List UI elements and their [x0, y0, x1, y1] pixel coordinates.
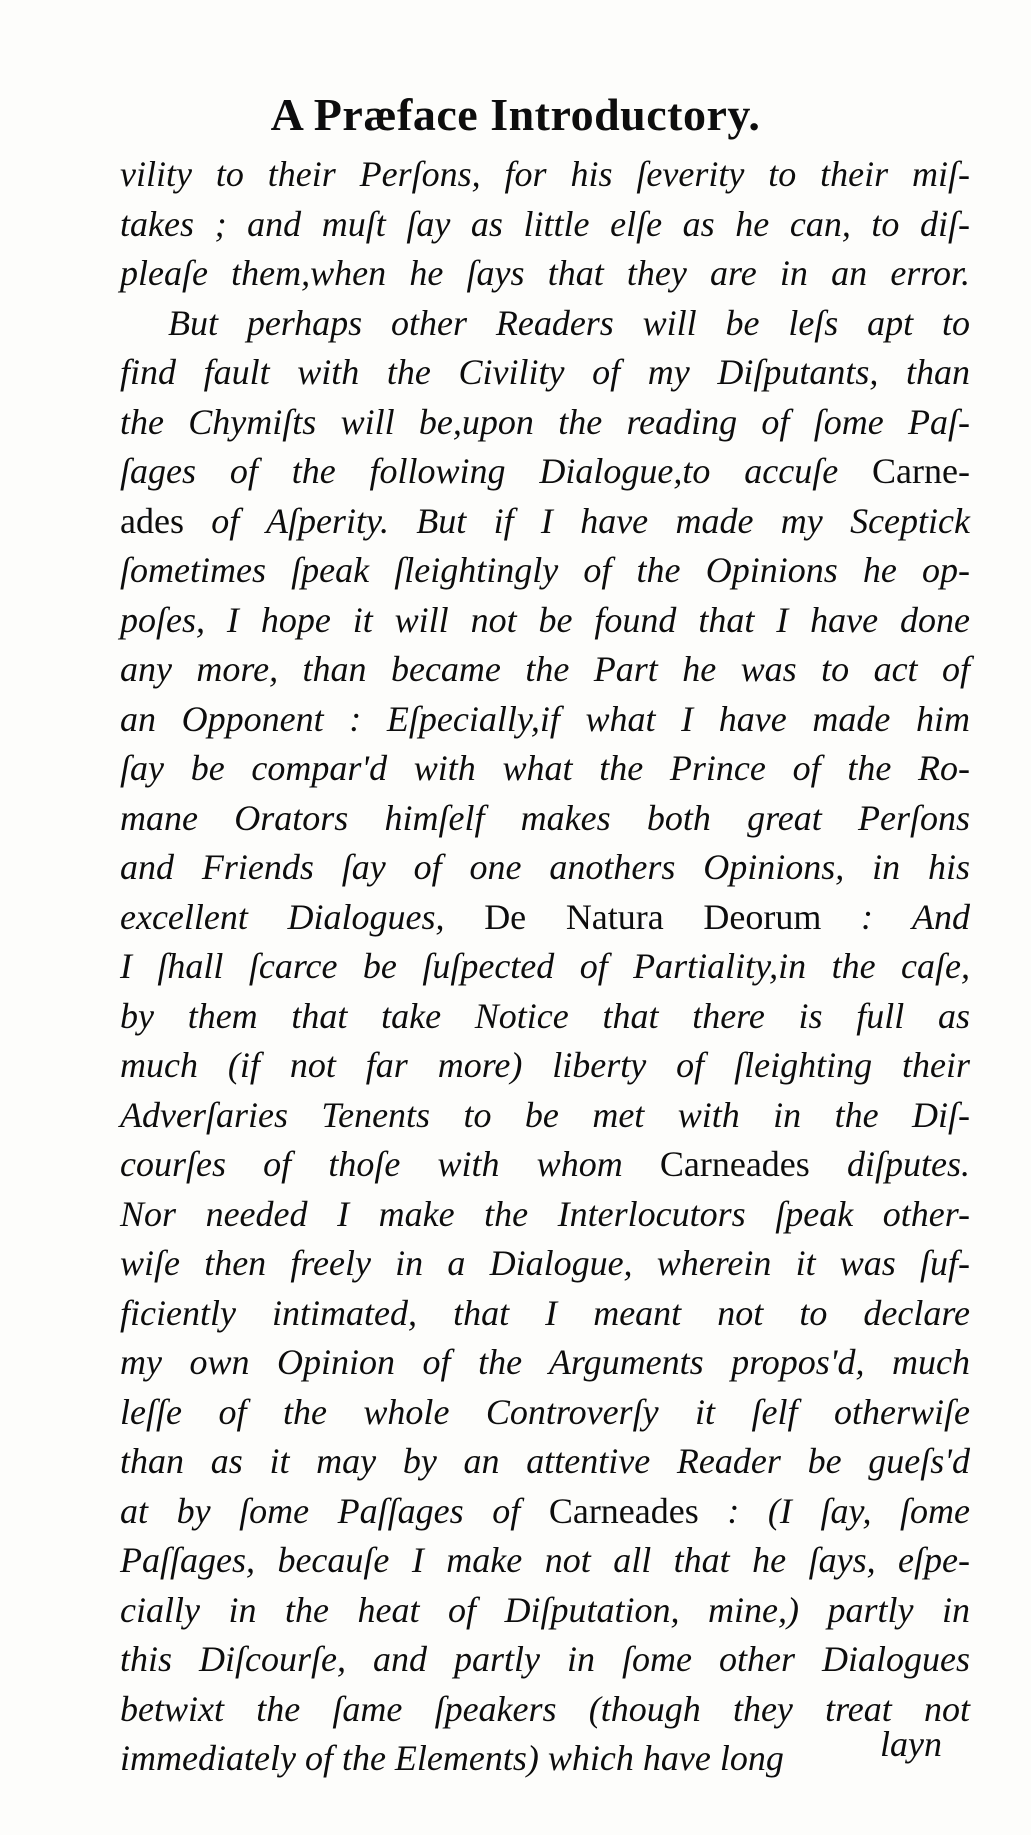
text-line: [120, 992, 970, 1042]
italic-text-span: ſages of the following Dialogue,to accuſe: [120, 451, 873, 491]
text-line: [120, 645, 970, 695]
roman-text-span: De Natura Deorum: [484, 896, 822, 937]
text-line: [120, 497, 970, 547]
italic-text-span: Nor needed I make the Interlocutors ſpeak other-: [120, 1193, 970, 1234]
italic-text-span: Paſſages, becauſe I make not all that he ſays, eſpe-: [120, 1540, 970, 1580]
italic-text-span: the Chymiſts will be,upon the reading of ſome Paſ-: [120, 401, 970, 442]
text-line: [120, 843, 970, 893]
text-line: [120, 447, 970, 497]
text-line: [120, 1190, 970, 1240]
running-header: A Præface Introductory.: [270, 89, 761, 140]
italic-text-span: cially in the heat of Diſputation, mine,) partly in: [120, 1589, 970, 1630]
italic-text-span: courſes of thoſe with whom: [120, 1144, 660, 1184]
italic-text-span: But perhaps other Readers will be leſs apt to: [168, 302, 970, 343]
text-line: [120, 1536, 970, 1586]
italic-text-span: leſſe of the whole Controverſy it ſelf otherwiſe: [120, 1391, 970, 1432]
text-line: [120, 1635, 970, 1685]
catchword: layn: [880, 1724, 942, 1764]
text-line: [120, 398, 970, 448]
text-line: [120, 1091, 970, 1141]
italic-text-span: ſometimes ſpeak ſleightingly of the Opinions he op-: [120, 550, 970, 590]
italic-text-span: diſputes.: [809, 1144, 970, 1184]
text-line: [120, 200, 970, 250]
italic-text-span: I ſhall ſcarce be ſuſpected of Partiality,in the caſe,: [120, 946, 970, 986]
text-line: [120, 744, 970, 794]
italic-text-span: betwixt the ſame ſpeakers (though they treat not: [120, 1688, 970, 1729]
italic-text-span: of Aſperity. But if I have made my Sceptick: [183, 500, 970, 541]
text-line: [120, 1388, 970, 1438]
italic-text-span: an Opponent : Eſpecially,if what I have made him: [120, 698, 970, 739]
italic-text-span: pleaſe them,when he ſays that they are in an error.: [120, 253, 970, 293]
italic-text-span: by them that take Notice that there is full as: [120, 995, 970, 1036]
text-line: [120, 299, 970, 349]
text-line: [120, 794, 970, 844]
text-line: [120, 1586, 970, 1636]
roman-text-span: Carneades: [659, 1144, 810, 1184]
italic-text-span: : And: [821, 896, 970, 937]
italic-text-span: at by ſome Paſſages of: [120, 1490, 549, 1531]
body-text: [120, 150, 970, 1784]
text-line: [120, 1239, 970, 1289]
italic-text-span: find fault with the Civility of my Diſputants, than: [120, 352, 970, 392]
text-line: [120, 1487, 970, 1537]
italic-text-span: ſay be compar'd with what the Prince of the Ro-: [120, 748, 970, 788]
text-line: [120, 348, 970, 398]
italic-text-span: vility to their Perſons, for his ſeverity to their miſ-: [120, 154, 970, 194]
text-line: [120, 150, 970, 200]
italic-text-span: takes ; and muſt ſay as little elſe as he can, to diſ-: [120, 203, 970, 244]
italic-text-span: poſes, I hope it will not be found that I have done: [120, 599, 970, 640]
italic-text-span: my own Opinion of the Arguments propos'd, much: [120, 1342, 970, 1382]
text-line: [120, 1734, 970, 1784]
italic-text-span: ficiently intimated, that I meant not to declare: [120, 1292, 970, 1333]
text-line: [120, 1289, 970, 1339]
text-line: [120, 1140, 970, 1190]
italic-text-span: mane Orators himſelf makes both great Perſons: [120, 797, 970, 838]
italic-text-span: immediately of the Elements) which have long: [120, 1738, 784, 1778]
italic-text-span: much (if not far more) liberty of ſleighting their: [120, 1045, 970, 1085]
text-line: [120, 1437, 970, 1487]
italic-text-span: : (I ſay, ſome: [698, 1490, 971, 1531]
text-line: [120, 1685, 970, 1735]
text-line: [120, 1338, 970, 1388]
roman-text-span: ades: [120, 500, 184, 541]
roman-text-span: Carne-: [872, 451, 970, 491]
text-line: [120, 893, 970, 943]
text-line: [120, 942, 970, 992]
italic-text-span: Adverſaries Tenents to be met with in the Diſ-: [120, 1094, 970, 1135]
italic-text-span: and Friends ſay of one anothers Opinions, in his: [120, 847, 970, 887]
text-line: [120, 249, 970, 299]
text-line: [120, 596, 970, 646]
text-line: [120, 695, 970, 745]
italic-text-span: this Diſcourſe, and partly in ſome other Dialogues: [120, 1639, 970, 1679]
italic-text-span: any more, than became the Part he was to act of: [120, 649, 970, 689]
italic-text-span: wiſe then freely in a Dialogue, wherein it was ſuf-: [120, 1243, 970, 1283]
text-line: [120, 1041, 970, 1091]
roman-text-span: Carneades: [548, 1490, 699, 1531]
text-line: [120, 546, 970, 596]
italic-text-span: excellent Dialogues,: [120, 896, 485, 937]
italic-text-span: than as it may by an attentive Reader be gueſs'd: [120, 1441, 970, 1481]
